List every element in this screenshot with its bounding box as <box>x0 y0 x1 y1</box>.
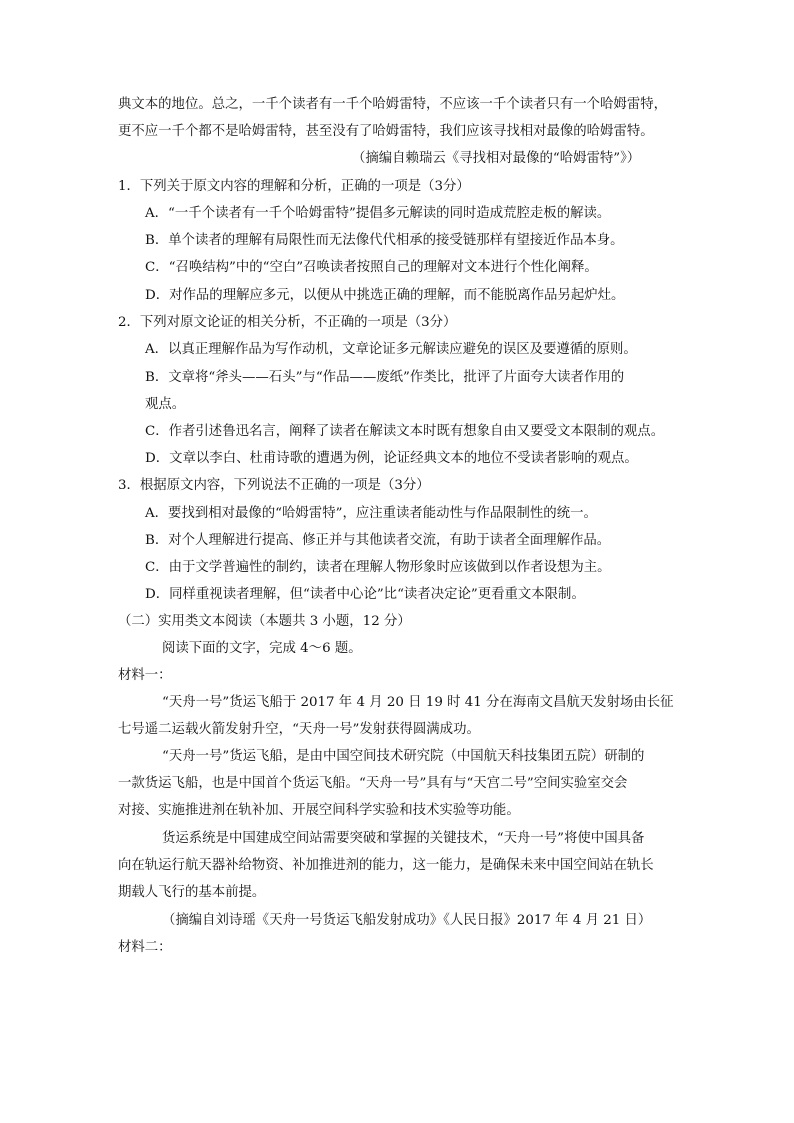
material1-p2-line1: “天舟一号”货运飞船，是由中国空间技术研究院（中国航天科技集团五院）研制的 <box>162 749 645 764</box>
material1-p2-line3: 对接、实施推进剂在轨补加、开展空间科学实验和技术实验等功能。 <box>118 803 520 818</box>
section2-heading: （二）实用类文本阅读（本题共 3 小题，12 分） <box>118 614 411 629</box>
material1-label: 材料一： <box>118 668 172 683</box>
intro-line-2: 更不应一千个都不是哈姆雷特，甚至没有了哈姆雷特，我们应该寻找相对最像的哈姆雷特。 <box>118 124 654 139</box>
q3-option-d: D．同样重视读者理解，但“读者中心论”比“读者决定论”更看重文本限制。 <box>145 587 585 602</box>
material1-p3-line1: 货运系统是中国建成空间站需要突破和掌握的关键技术，“天舟一号”将使中国具备 <box>162 831 645 846</box>
q2-stem: 2．下列对原文论证的相关分析，不正确的一项是（3分） <box>118 315 457 330</box>
material2-label: 材料二： <box>118 940 172 955</box>
q2-option-d: D．文章以李白、杜甫诗歌的遭遇为例，论证经典文本的地位不受读者影响的观点。 <box>145 451 638 466</box>
material1-p1-line2: 七号遥二运载火箭发射升空，“天舟一号”发射获得圆满成功。 <box>118 722 480 737</box>
q2-option-b-line2: 观点。 <box>145 397 186 412</box>
q2-option-c: C．作者引述鲁迅名言，阐释了读者在解读文本时既有想象自由又要受文本限制的观点。 <box>145 424 665 439</box>
material1-p3-line3: 期载人飞行的基本前提。 <box>118 885 266 900</box>
material1-p1-line1: “天舟一号”货运飞船于 2017 年 4 月 20 日 19 时 41 分在海南文昌航天发射场由长征 <box>162 695 674 710</box>
q1-option-a: A．“一千个读者有一千个哈姆雷特”提倡多元解读的同时造成荒腔走板的解读。 <box>145 206 611 221</box>
q3-option-c: C．由于文学普遍性的制约，读者在理解人物形象时应该做到以作者设想为主。 <box>145 560 611 575</box>
q3-option-a: A．要找到相对最像的“哈姆雷特”，应注重读者能动性与作品限制性的统一。 <box>145 506 597 521</box>
q3-stem: 3．根据原文内容，下列说法不正确的一项是（3分） <box>118 478 430 493</box>
q1-option-b: B．单个读者的理解有局限性而无法像代代相承的接受链那样有望接近作品本身。 <box>145 233 624 248</box>
q2-option-b-line1: B．文章将“斧头——石头”与“作品——废纸”作类比，批评了片面夸大读者作用的 <box>145 370 625 385</box>
q2-option-a: A．以真正理解作品为写作动机，文章论证多元解读应避免的误区及要遵循的原则。 <box>145 342 637 357</box>
section2-instruction: 阅读下面的文字，完成 4～6 题。 <box>162 641 362 656</box>
material1-p2-line2: 一款货运飞船，也是中国首个货运飞船。“天舟一号”具有与“天宫二号”空间实验室交会 <box>118 776 628 791</box>
q1-stem: 1．下列关于原文内容的理解和分析，正确的一项是（3分） <box>118 179 470 194</box>
material1-p3-line2: 向在轨运行航天器补给物资、补加推进剂的能力，这一能力，是确保未来中国空间站在轨长 <box>118 858 654 873</box>
q1-option-c: C．“召唤结构”中的“空白”召唤读者按照自己的理解对文本进行个性化阐释。 <box>145 260 598 275</box>
q1-option-d: D．对作品的理解应多元，以便从中挑选正确的理解，而不能脱离作品另起炉灶。 <box>145 288 625 303</box>
intro-line-1: 典文本的地位。总之，一千个读者有一千个哈姆雷特，不应该一千个读者只有一个哈姆雷特， <box>118 97 668 112</box>
material1-source: （摘编自刘诗瑶《天舟一号货运飞船发射成功》《人民日报》2017 年 4 月 21 日） <box>162 913 652 928</box>
q3-option-b: B．对个人理解进行提高、修正并与其他读者交流，有助于读者全面理解作品。 <box>145 533 611 548</box>
intro-source: （摘编自赖瑞云《寻找相对最像的“哈姆雷特”》） <box>352 151 641 166</box>
